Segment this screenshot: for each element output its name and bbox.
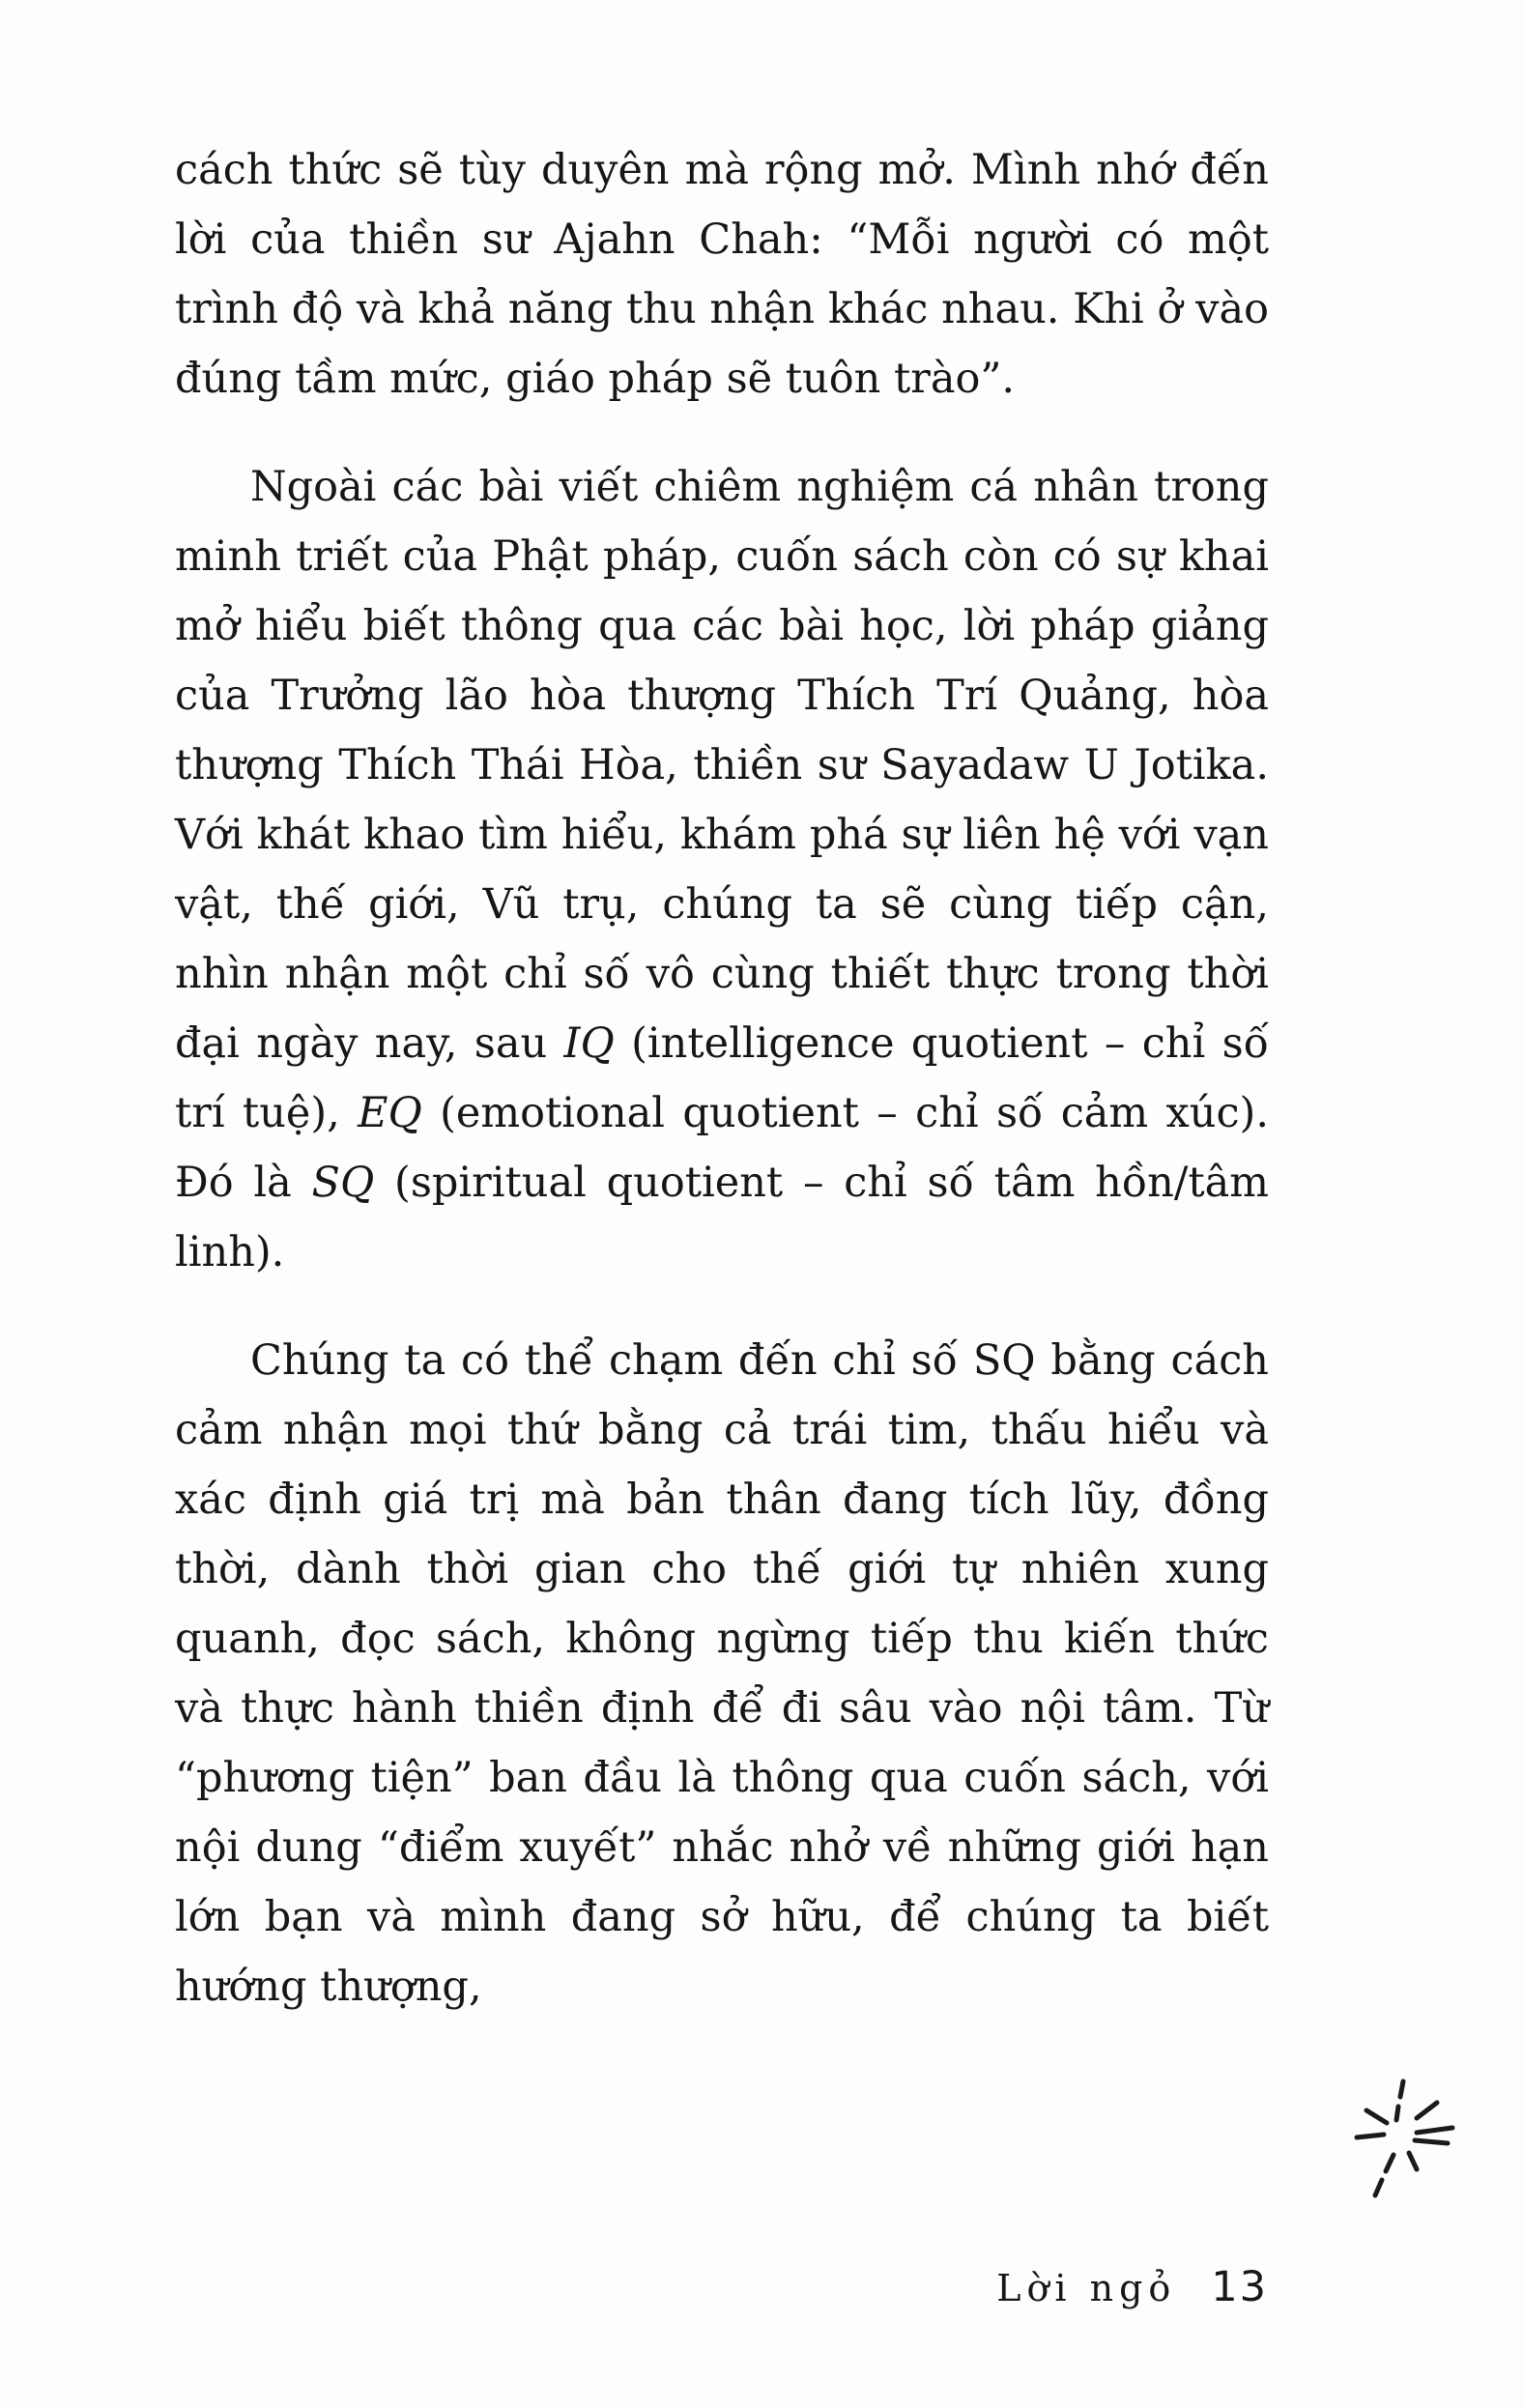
footer — [0, 2263, 1268, 2311]
text-run: (emotional quotient – chỉ số cảm xúc). Đó là — [175, 1089, 1269, 1207]
text-run: (spiritual quotient – chỉ số tâm hồn/tâm linh). — [175, 1159, 1270, 1276]
italic-run: EQ — [358, 1089, 422, 1137]
italic-run: IQ — [563, 1019, 615, 1068]
paragraph — [175, 1326, 1269, 2021]
italic-run: SQ — [311, 1159, 375, 1207]
paragraph — [175, 135, 1269, 414]
text-run: (intelligence quotient – chỉ số trí tuệ), — [175, 1019, 1269, 1137]
sparkle-icon — [1343, 2076, 1459, 2206]
footer-section-label: Lời ngỏ — [996, 2267, 1177, 2309]
text-block — [175, 135, 1269, 2060]
footer-page-number: 13 — [1211, 2263, 1268, 2311]
text-run: Ngoài các bài viết chiêm nghiệm cá nhân trong minh triết của Phật pháp, cuốn sách còn có sự khai mở hiểu biết thông qua các bài học, lời pháp giảng của Trưởng lão hòa thượng Thích Trí Quảng, hòa thượng Thích Thái Hòa, thiền sư Sayadaw U Jotika. Với khát khao tìm hiểu, khám phá sự liên hệ với vạn vật, thế giới, Vũ trụ, chúng ta sẽ cùng tiếp cận, nhìn nhận một chỉ số vô cùng thiết thực trong thời đại ngày nay, sau — [175, 463, 1269, 1068]
paragraph — [175, 452, 1269, 1287]
text-run: cách thức sẽ tùy duyên mà rộng mở. Mình nhớ đến lời của thiền sư Ajahn Chah: “Mỗi người có một trình độ và khả năng thu nhận khác nhau. Khi ở vào đúng tầm mức, giáo pháp sẽ tuôn trào”. — [175, 146, 1269, 403]
text-run: Chúng ta có thể chạm đến chỉ số SQ bằng cách cảm nhận mọi thứ bằng cả trái tim, thấu hiểu và xác định giá trị mà bản thân đang tích lũy, đồng thời, dành thời gian cho thế giới tự nhiên xung quanh, đọc sách, không ngừng tiếp thu kiến thức và thực hành thiền định để đi sâu vào nội tâm. Từ “phương tiện” ban đầu là thông qua cuốn sách, với nội dung “điểm xuyết” nhắc nhở về những giới hạn lớn bạn và mình đang sở hữu, để chúng ta biết hướng thượng, — [175, 1336, 1269, 2011]
